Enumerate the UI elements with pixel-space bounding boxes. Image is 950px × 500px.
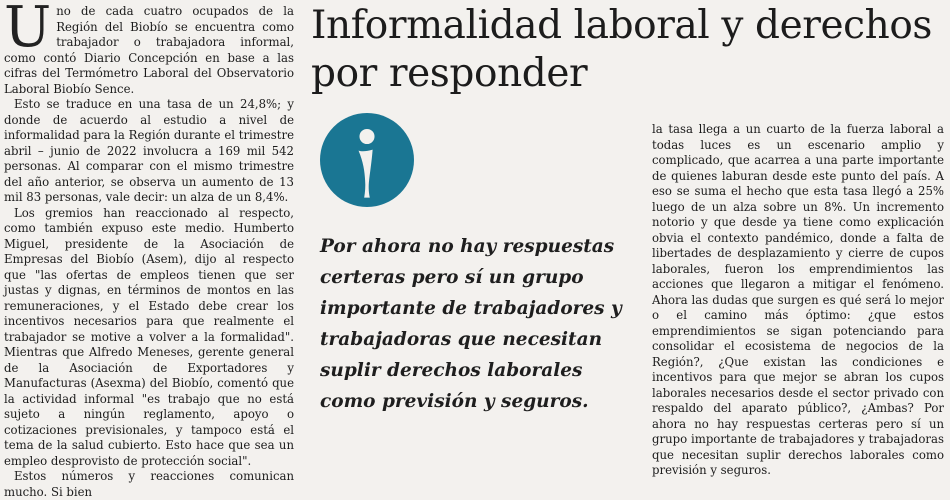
left-column [4, 0, 294, 500]
info-icon [320, 113, 414, 207]
article-paragraph-4: Estos números y reacciones comunican mucho. Si bien [4, 469, 294, 499]
headline: Informalidad laboral y derechos por responder [311, 3, 933, 96]
article-paragraph-1 [4, 0, 294, 97]
right-column [652, 122, 944, 479]
paragraph-text: no de cada cuatro ocupados de la Región del Biobío se encuentra como trabajador o trabajadora informal, como contó Diario Concepción en base a las cifras del Termómetro Laboral del Observatorio Laboral Biobío Sence. [4, 4, 294, 96]
article-paragraph-2: Esto se traduce en una tasa de un 24,8%; y donde de acuerdo al estudio a nivel de informalidad para la Región durante el trimestre abril – junio de 2022 involucra a 169 mil 542 personas. Al comparar con el mismo trimestre del año anterior, se observa un aumento de 13 mil 83 personas, vale decir: un alza de un 8,4%. [4, 97, 294, 204]
article-paragraph-5: la tasa llega a un cuarto de la fuerza laboral a todas luces es un escenario amplio y complicado, que acarrea a una parte importante de quienes laburan desde este punto del país. A eso se suma el hecho que esta tasa llegó a 25% luego de un alza sobre un 8%. Un incremento notorio y que desde ya tiene como explicación obvia el contexto pandémico, donde a falta de libertades de desplazamiento y cierre de cupos laborales, fueron los emprendimientos las acciones que llegaron a mitigar el fenómeno. Ahora las dudas que surgen es qué será lo mejor o el camino más óptimo: ¿que estos emprendimientos se sigan potenciando para consolidar el ecosistema de negocios de la Región?, ¿Que existan las condiciones e incentivos para que mejor se abran los cupos laborales necesarios desde el sector privado con respaldo del aparato público?, ¿Ambas? Por ahora no hay respuestas certeras pero sí un grupo importante de trabajadores y trabajadoras que necesitan suplir derechos laborales como previsión y seguros. [652, 122, 944, 477]
pull-quote: Por ahora no hay respuestas certeras pero sí un grupo importante de trabajadores y trabajadoras que necesitan suplir derechos laborales como previsión y seguros. [320, 236, 622, 412]
dropcap-letter: U [4, 0, 52, 60]
article-paragraph-3: Los gremios han reaccionado al respecto, como también expuso este medio. Humberto Miguel, presidente de la Asociación de Empresas del Biobío (Asem), dijo al respecto que "las ofertas de empleos tienen que ser justas y dignas, en términos de montos en las remuneraciones, y el Estado debe crear los incentivos necesarios para que realmente el trabajador se motive a volver a la formalidad". Mientras que Alfredo Meneses, gerente general de la Asociación de Exportadores y Manufacturas (Asexma) del Biobío, comentó que la actividad informal "es trabajo que no está sujeto a ningún reglamento, apoyo o cotizaciones previsionales, y tampoco está el tema de la salud cubierto. Esto hace que sea un empleo desprovisto de protección social". [4, 205, 294, 468]
